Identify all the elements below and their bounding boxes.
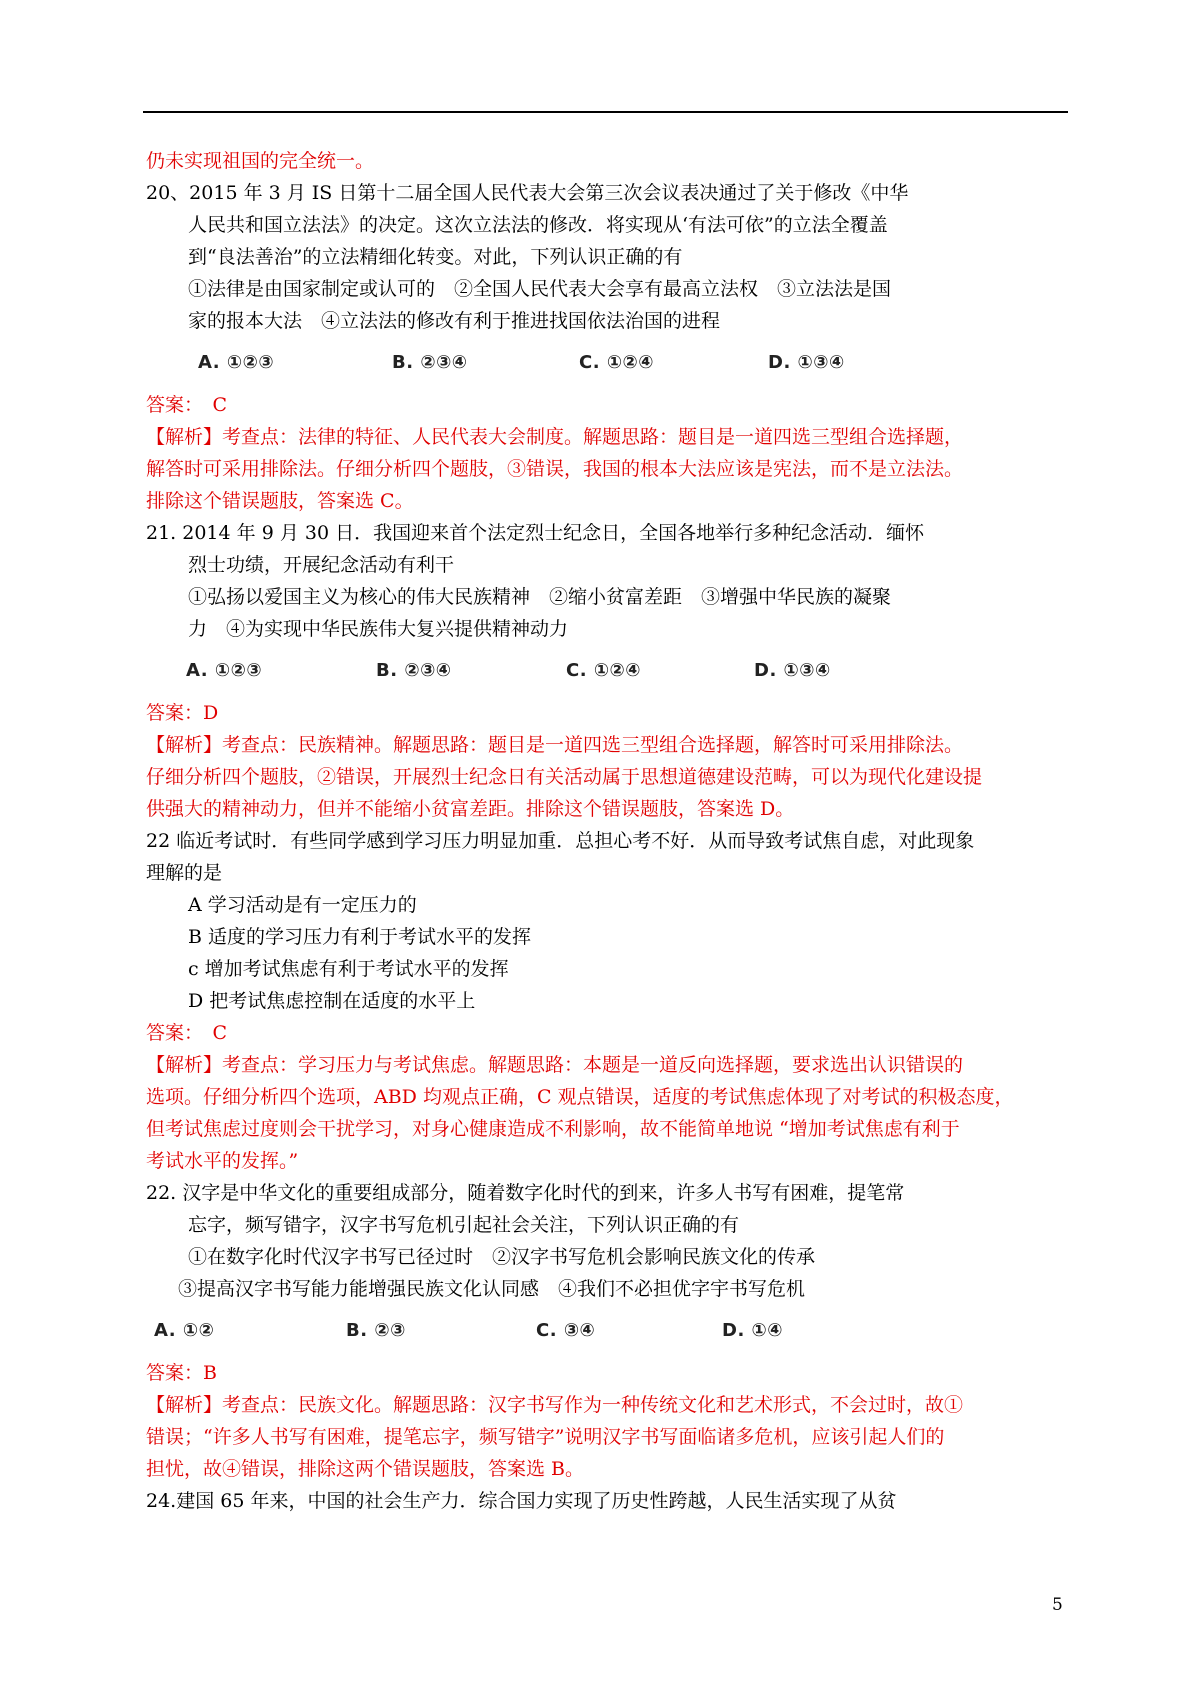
document-body xyxy=(146,145,1068,1517)
question-stem: 21. 2014 年 9 月 30 日．我国迎来首个法定烈士纪念日，全国各地举行多种纪念活动．缅怀 xyxy=(146,522,925,544)
question-item-list: ①法律是由国家制定或认可的 ②全国人民代表大会享有最高立法权 ③立法法是国 xyxy=(188,278,892,300)
choice-b: B 适度的学习压力有利于考试水平的发挥 xyxy=(188,926,532,948)
option-d: D. ①④ xyxy=(722,1320,784,1341)
choice-a: A 学习活动是有一定压力的 xyxy=(188,894,417,916)
question-item-list: 力 ④为实现中华民族伟大复兴提供精神动力 xyxy=(188,618,569,640)
choice-d: D 把考试焦虑控制在适度的水平上 xyxy=(188,990,476,1012)
answer-line: 答案：D xyxy=(146,702,219,724)
analysis-line: 【解析】考查点：学习压力与考试焦虑。解题思路：本题是一道反向选择题，要求选出认识错误的 xyxy=(146,1054,964,1076)
question-24 xyxy=(146,1485,1068,1517)
question-item-list: ①在数字化时代汉字书写已径过时 ②汉字书写危机会影响民族文化的传承 xyxy=(188,1246,816,1268)
option-a: A. ①② xyxy=(154,1320,215,1341)
option-c: C. ①②④ xyxy=(566,660,642,681)
option-a: A. ①②③ xyxy=(186,660,263,681)
analysis-line: 【解析】考查点：民族文化。解题思路：汉字书写作为一种传统文化和艺术形式，不会过时，故① xyxy=(146,1394,964,1416)
page-number: 5 xyxy=(1052,1595,1063,1615)
choice-c: c 增加考试焦虑有利于考试水平的发挥 xyxy=(188,958,509,980)
question-stem: 人民共和国立法法》的决定。这次立法法的修改．将实现从‘有法可依”的立法全覆盖 xyxy=(188,214,888,236)
analysis-line: 选项。仔细分析四个选项，ABD 均观点正确，C 观点错误，适度的考试焦虑体现了对考试的积极态度， xyxy=(146,1086,1014,1108)
analysis-line: 【解析】考查点：法律的特征、人民代表大会制度。解题思路：题目是一道四选三型组合选择题， xyxy=(146,426,964,448)
question-stem: 忘字，频写错字，汉字书写危机引起社会关注，下列认识正确的有 xyxy=(188,1214,740,1236)
analysis-line: 但考试焦虑过度则会干扰学习，对身心健康造成不利影响，故不能简单地说 “增加考试焦虑有利于 xyxy=(146,1118,960,1140)
question-item-list: ①弘扬以爱国主义为核心的伟大民族精神 ②缩小贫富差距 ③增强中华民族的凝聚 xyxy=(188,586,892,608)
answer-line: 答案：B xyxy=(146,1362,217,1384)
carryover-line: 仍未实现祖国的完全统一。 xyxy=(146,150,375,172)
option-b: B. ②③④ xyxy=(392,352,468,373)
question-stem: 到“良法善治”的立法精细化转变。对此，下列认识正确的有 xyxy=(188,246,683,268)
question-22b xyxy=(146,1177,1068,1485)
question-item-list: 家的报本大法 ④立法法的修改有利于推进找国依法治国的进程 xyxy=(188,310,721,332)
analysis-line: 仔细分析四个题肢，②错误，开展烈士纪念日有关活动属于思想道德建设范畴，可以为现代化建设提 xyxy=(146,766,983,788)
question-stem: 20、2015 年 3 月 IS 日第十二届全国人民代表大会第三次会议表决通过了关于修改《中华 xyxy=(146,182,909,204)
question-stem: 理解的是 xyxy=(146,862,223,884)
answer-line: 答案： C xyxy=(146,394,228,416)
question-21 xyxy=(146,517,1068,825)
option-d: D. ①③④ xyxy=(754,660,831,681)
analysis-line: 供强大的精神动力，但并不能缩小贫富差距。排除这个错误题肢，答案选 D。 xyxy=(146,798,795,820)
analysis-line: 考试水平的发挥。” xyxy=(146,1150,299,1172)
answer-options xyxy=(146,645,1068,697)
question-stem: 22 临近考试时．有些同学感到学习压力明显加重．总担心考不好．从而导致考试焦自虑，对此现象 xyxy=(146,830,975,852)
option-a: A. ①②③ xyxy=(198,352,275,373)
answer-options xyxy=(146,1305,1068,1357)
question-stem: 烈士功绩，开展纪念活动有利干 xyxy=(188,554,455,576)
answer-line: 答案： C xyxy=(146,1022,228,1044)
option-d: D. ①③④ xyxy=(768,352,845,373)
option-b: B. ②③④ xyxy=(376,660,452,681)
question-item-list: ③提高汉字书写能力能增强民族文化认同感 ④我们不必担优字宇书写危机 xyxy=(178,1278,806,1300)
analysis-line: 解答时可采用排除法。仔细分析四个题肢，③错误，我国的根本大法应该是宪法，而不是立法法。 xyxy=(146,458,964,480)
question-stem: 22. 汉字是中华文化的重要组成部分，随着数字化时代的到来，许多人书写有困难，提笔常 xyxy=(146,1182,905,1204)
option-c: C. ③④ xyxy=(536,1320,596,1341)
analysis-line: 错误；“许多人书写有困难，提笔忘字，频写错字”说明汉字书写面临诸多危机，应该引起人们的 xyxy=(146,1426,945,1448)
option-c: C. ①②④ xyxy=(579,352,655,373)
question-stem: 24.建国 65 年来，中国的社会生产力．综合国力实现了历史性跨越，人民生活实现了从贫 xyxy=(146,1490,897,1512)
analysis-line: 排除这个错误题肢，答案选 C。 xyxy=(146,490,414,512)
analysis-line: 【解析】考查点：民族精神。解题思路：题目是一道四选三型组合选择题，解答时可采用排除法。 xyxy=(146,734,964,756)
analysis-line: 担忧，故④错误，排除这两个错误题肢，答案选 B。 xyxy=(146,1458,585,1480)
option-b: B. ②③ xyxy=(346,1320,406,1341)
answer-options xyxy=(146,337,1068,389)
question-22a xyxy=(146,825,1068,1177)
question-20 xyxy=(146,177,1068,517)
header-rule xyxy=(143,111,1068,113)
